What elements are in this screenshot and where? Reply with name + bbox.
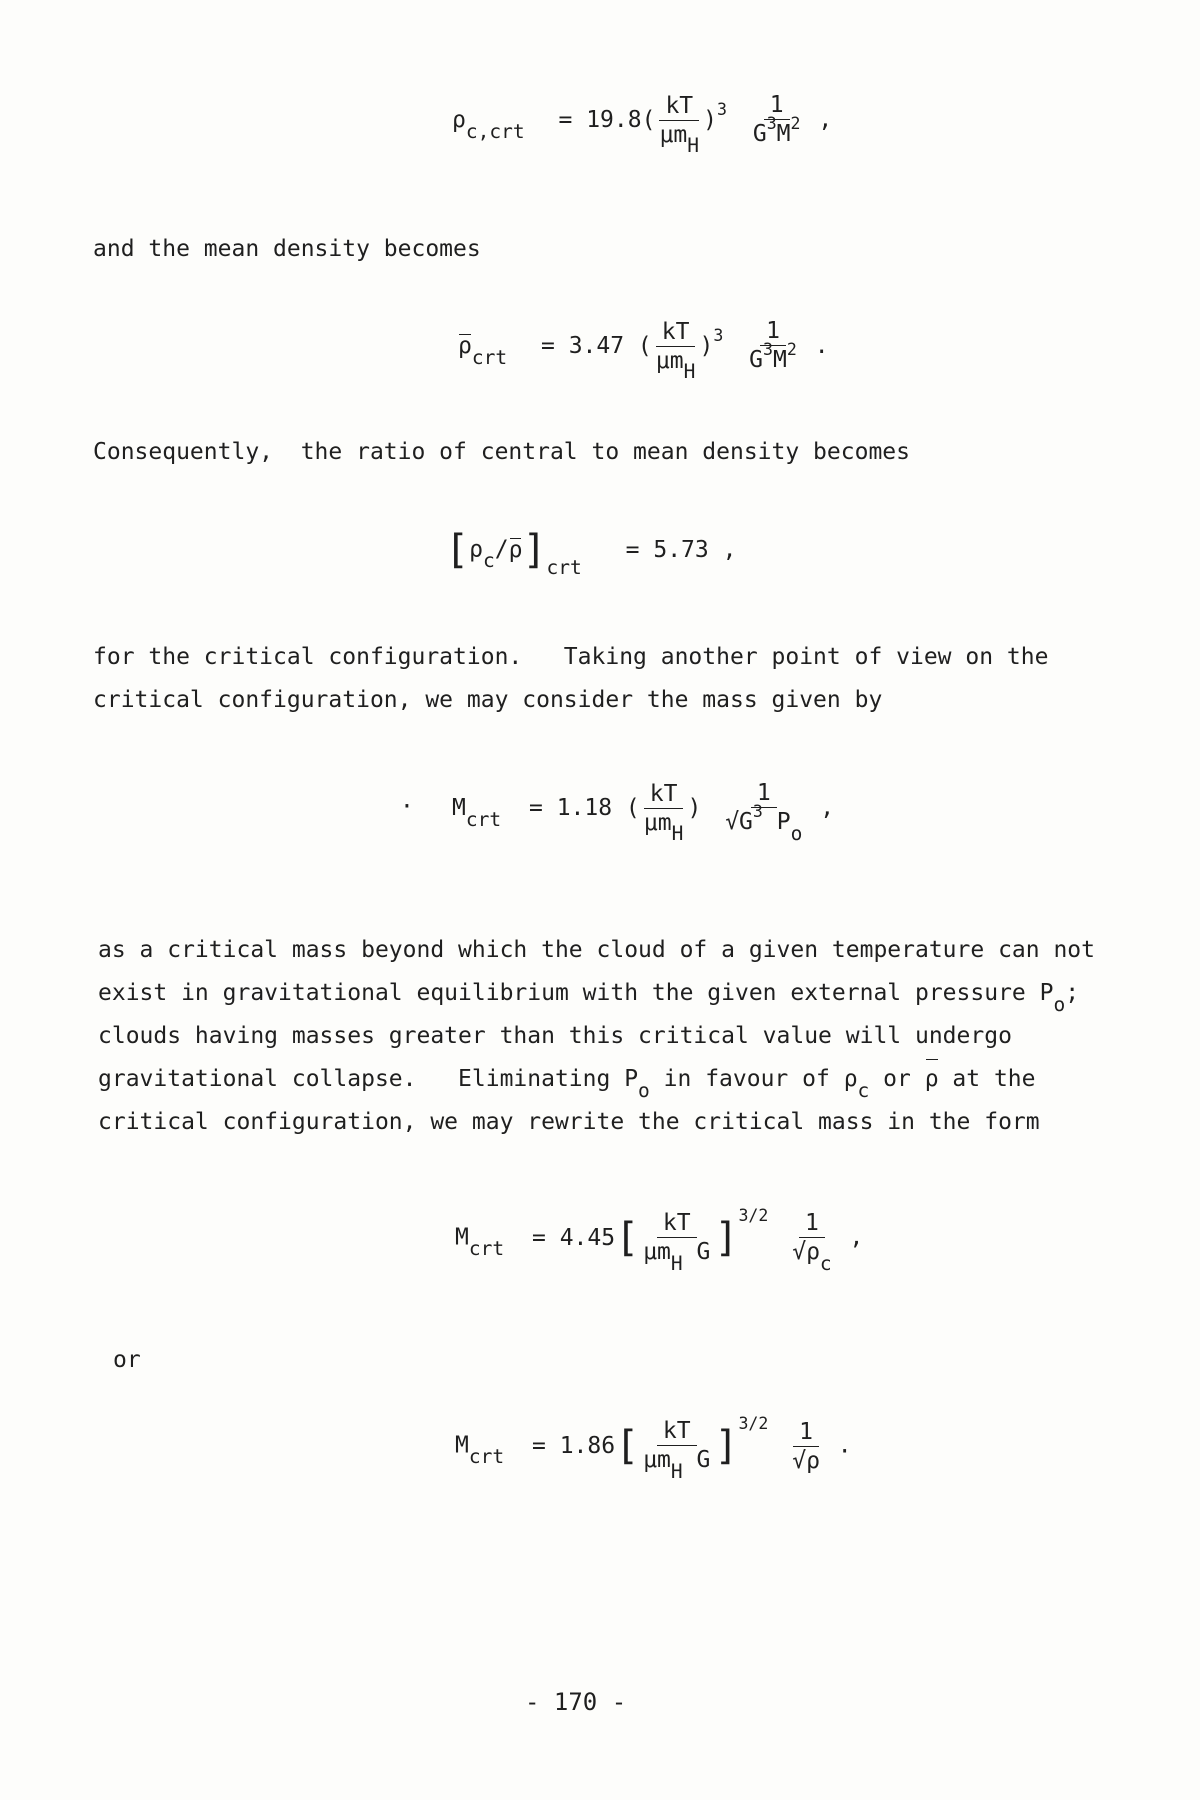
subscript: H [670,1251,683,1275]
paragraph-critical-mass-d: critical configuration, we may rewrite the critical mass in the form [98,1109,1040,1135]
subscript: o [790,821,803,845]
numerator: 1 [764,92,790,120]
punctuation: , [849,1224,864,1251]
symbol-rho-bar: ρ [508,536,523,563]
subscript: H [687,134,700,158]
punctuation: ; [1065,980,1080,1006]
denominator: √G [725,809,753,835]
symbol-M: M [455,1224,469,1251]
fraction-one-over-sqrt-G3-Po [725,780,803,845]
paragraph-critical-mass-b: clouds having masses greater than this critical value will undergo [98,1023,1012,1049]
subscript: crt [471,345,508,369]
coefficient: = 19.8( [558,107,656,133]
numerator: kT [656,319,696,347]
denominator: G [752,121,767,147]
denominator-part: G [696,1447,711,1473]
subscript: o [638,1078,650,1102]
slash: / [494,536,509,563]
denominator: μm [643,809,672,836]
fraction-kT-over-mu-mH [655,318,696,384]
numerator: 1 [751,780,777,808]
equation-central-density [452,92,833,158]
coefficient: = 3.47 ( [541,333,652,359]
exponent: 3/2 [738,1206,769,1226]
paragraph-text: at the [938,1066,1036,1092]
numerator: 1 [760,318,786,346]
paragraph-critical-mass-a [98,929,1095,1015]
punctuation: , [820,795,835,821]
coefficient: = 1.86 [532,1432,616,1459]
paren-close: ) [687,795,702,821]
equation-mean-density [458,318,829,384]
equation-density-ratio [445,527,737,580]
denominator: G [749,347,764,373]
bracket-open: [ [615,1423,640,1469]
denominator: √ρ [792,1239,820,1265]
subscript: c [482,549,495,573]
equation-critical-mass-central-density [455,1206,864,1275]
fraction-one-over-sqrt-rho-bar [792,1419,820,1474]
paragraph-ratio: Consequently, the ratio of central to mean density becomes [93,439,910,465]
punctuation: . [814,333,829,359]
symbol-rho-bar: ρ [458,333,472,359]
paragraph-critical-configuration: for the critical configuration. Taking another point of view on the critical configuration, we may consider the mass given by [93,644,1049,713]
symbol-rho: ρ [469,536,483,563]
paren-close: ) [699,333,714,359]
subscript: H [671,822,684,846]
exponent: 3/2 [738,1414,769,1434]
exponent: 2 [790,114,801,134]
numerator: 1 [799,1210,825,1238]
denominator: √ρ [792,1447,820,1474]
subscript: crt [546,556,582,580]
paragraph-text: as a critical mass beyond which the cloud of a given temperature can not exist in gravitational equilibrium with the given external pressure P [98,937,1095,1006]
numerator: kT [644,781,684,809]
page-number: - 170 - [525,1688,627,1716]
subscript: crt [468,1237,505,1261]
bracket-open: [ [615,1215,640,1261]
symbol-rho-bar: ρ [925,1058,939,1101]
exponent: 3 [752,802,763,822]
paragraph-critical-mass-c [98,1058,1036,1101]
denominator-part: M [773,347,787,373]
dot-mark: · [400,794,414,820]
subscript: o [1053,992,1066,1016]
punctuation: , [818,107,833,133]
symbol-M: M [452,795,466,821]
fraction-one-over-sqrt-rho-c [792,1210,832,1275]
paren-close: ) [703,107,718,133]
coefficient: = 1.18 ( [529,795,640,821]
punctuation: . [837,1432,852,1459]
paragraph-or: or [113,1347,141,1373]
denominator: μm [643,1447,671,1473]
paragraph-mean-density: and the mean density becomes [93,236,481,262]
denominator-part: P [776,809,791,835]
exponent: 3 [766,114,777,134]
numerator: kT [657,1418,697,1446]
fraction-kT-over-mu-mH [643,780,684,846]
denominator-part: G [696,1239,711,1265]
numerator: kT [659,93,699,121]
exponent: 3 [717,100,727,120]
coefficient: = 4.45 [532,1224,616,1251]
equation-critical-mass-mean-density [455,1414,852,1483]
fraction-one-over-G3M2 [749,318,797,375]
exponent: 3 [763,340,773,360]
subscript: c [819,1251,832,1275]
subscript: c,crt [465,119,525,143]
subscript: H [670,1459,683,1483]
paragraph-text: or [869,1066,925,1092]
subscript: crt [468,1445,505,1469]
fraction-kT-over-mu-mH [659,92,700,158]
numerator: 1 [793,1419,819,1447]
equation-rhs: = 5.73 , [625,536,737,563]
denominator: μm [643,1239,671,1265]
symbol-M: M [455,1432,469,1459]
bracket-close: ] [714,1423,739,1469]
exponent: 2 [786,340,797,360]
subscript: c [857,1078,870,1102]
bracket-close: ] [522,527,547,573]
subscript: crt [465,807,502,831]
symbol-rho: ρ [843,1066,858,1092]
equation-critical-mass-pressure [400,780,835,846]
fraction-kT-over-mu-mH-G [643,1210,711,1275]
symbol-rho: ρ [452,107,466,133]
denominator: μm [655,347,684,374]
paragraph-text: in favour of [649,1066,844,1092]
fraction-kT-over-mu-mH-G [643,1418,711,1483]
paragraph-text: gravitational collapse. Eliminating P [98,1066,639,1092]
numerator: kT [657,1210,697,1238]
bracket-close: ] [714,1215,739,1261]
denominator-part: M [776,121,791,147]
fraction-one-over-G3M2 [753,92,801,149]
bracket-open: [ [445,527,470,573]
subscript: H [683,360,696,384]
denominator: μm [659,121,688,148]
exponent: 3 [713,326,724,346]
